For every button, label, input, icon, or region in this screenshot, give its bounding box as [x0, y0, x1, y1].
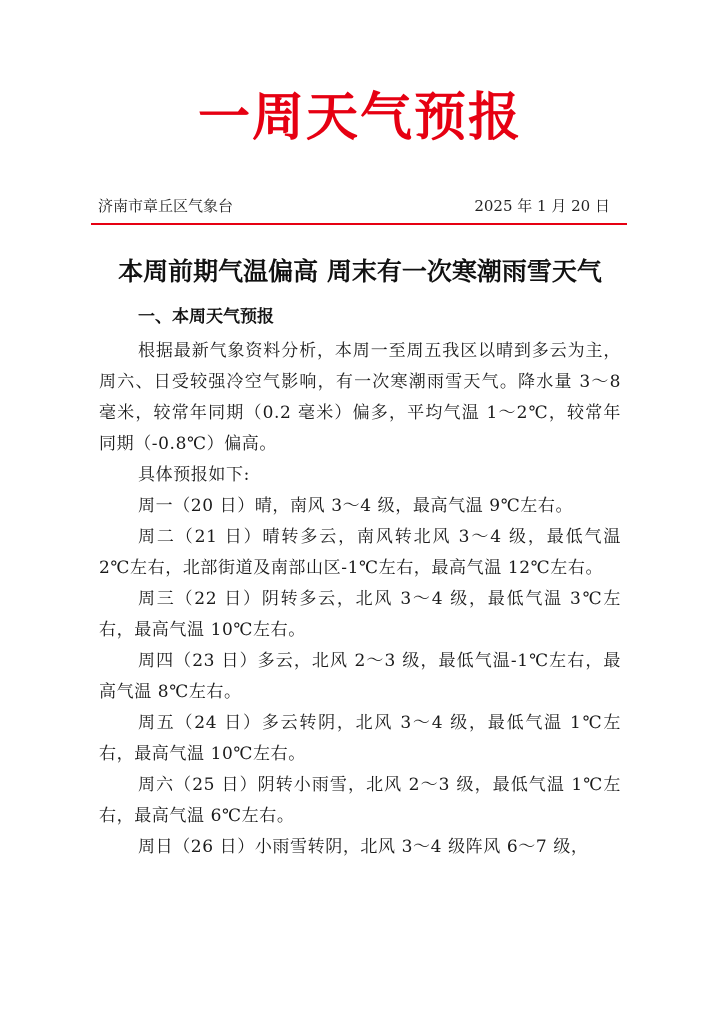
paragraph-wednesday: 周三（22 日）阴转多云，北风 3～4 级，最低气温 3℃左右，最高气温 10℃左右。 — [99, 589, 621, 640]
paragraph-saturday: 周六（25 日）阴转小雨雪，北风 2～3 级，最低气温 1℃左右，最高气温 6℃左右。 — [99, 775, 621, 826]
paragraph-overview: 根据最新气象资料分析，本周一至周五我区以晴到多云为主，周六、日受较强冷空气影响，有一次寒潮雨雪天气。降水量 3～8 毫米，较常年同期（0.2 毫米）偏多，平均气温 1～2℃，较常年同期（-0.8℃）偏高。 — [99, 341, 621, 454]
paragraph-tuesday: 周二（21 日）晴转多云，南风转北风 3～4 级，最低气温 2℃左右，北部街道及南部山区-1℃左右，最高气温 12℃左右。 — [99, 527, 621, 578]
section-heading: 一、本周天气预报 — [138, 307, 274, 327]
paragraph-thursday: 周四（23 日）多云，北风 2～3 级，最低气温-1℃左右，最高气温 8℃左右。 — [99, 651, 621, 702]
paragraph-sunday: 周日（26 日）小雨雪转阴，北风 3～4 级阵风 6～7 级， — [138, 837, 589, 857]
masthead-title: 一周天气预报 — [197, 87, 522, 148]
paragraph-intro: 具体预报如下: — [138, 465, 250, 485]
paragraph-friday: 周五（24 日）多云转阴，北风 3～4 级，最低气温 1℃左右，最高气温 10℃左右。 — [99, 713, 621, 764]
issuing-organization: 济南市章丘区气象台 — [98, 197, 234, 215]
document-headline: 本周前期气温偏高 周末有一次寒潮雨雪天气 — [118, 257, 602, 286]
paragraph-monday: 周一（20 日）晴，南风 3～4 级，最高气温 9℃左右。 — [138, 496, 574, 516]
issue-date: 2025 年 1 月 20 日 — [474, 197, 610, 215]
issuer-row — [98, 195, 610, 217]
red-divider-line — [91, 223, 627, 225]
body-text — [99, 336, 621, 863]
